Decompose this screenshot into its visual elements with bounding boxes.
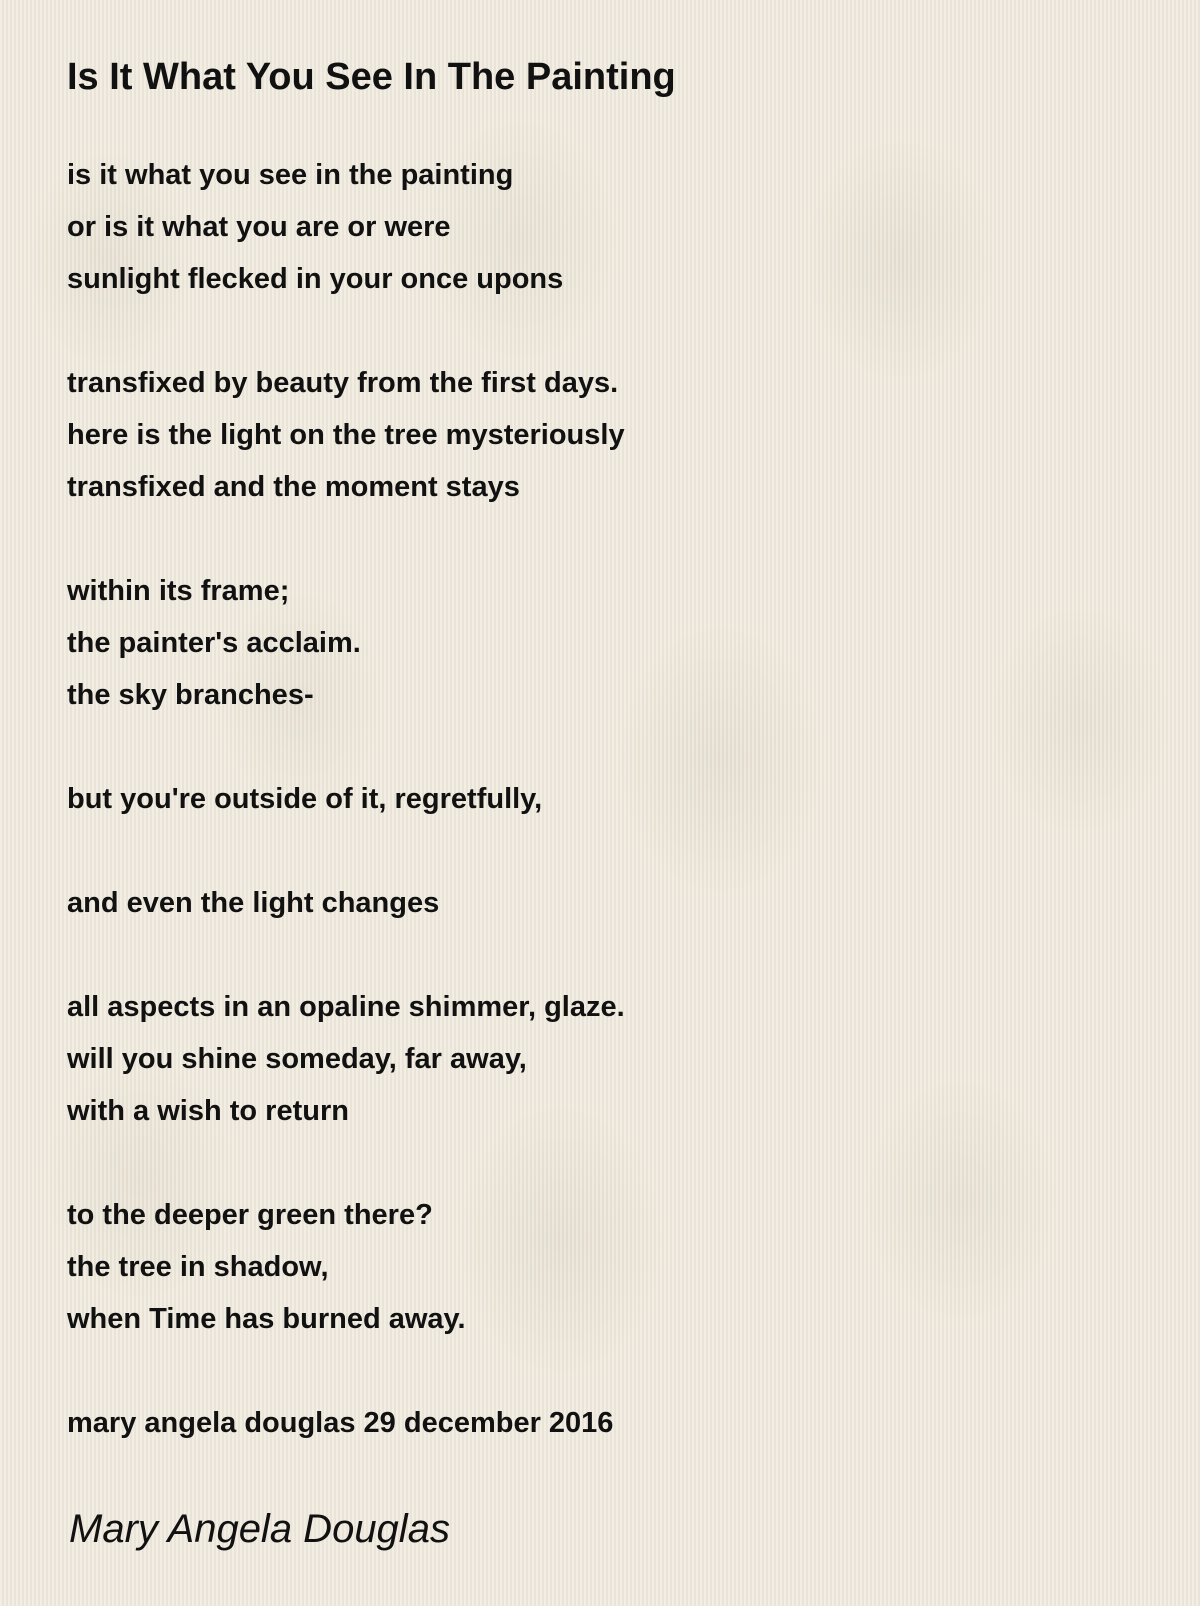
poem-line: with a wish to return xyxy=(67,1095,349,1127)
poem-line: to the deeper green there? xyxy=(67,1199,433,1231)
poem-line: the painter's acclaim. xyxy=(67,627,361,659)
stanza xyxy=(67,981,625,1137)
poem-line: and even the light changes xyxy=(67,887,440,919)
author-signature: Mary Angela Douglas xyxy=(69,1507,450,1551)
poem-line: when Time has burned away. xyxy=(67,1303,466,1335)
poem-body xyxy=(67,149,625,1345)
stanza xyxy=(67,357,625,513)
poem-line: all aspects in an opaline shimmer, glaze. xyxy=(67,991,625,1023)
poem-line: but you're outside of it, regretfully, xyxy=(67,783,543,815)
poem-line: within its frame; xyxy=(67,575,290,607)
poem-line: transfixed and the moment stays xyxy=(67,471,520,503)
poem-title: Is It What You See In The Painting xyxy=(67,56,676,98)
poem-line: transfixed by beauty from the first days. xyxy=(67,367,619,399)
poem-line: will you shine someday, far away, xyxy=(67,1043,527,1075)
stanza xyxy=(67,773,625,825)
stanza xyxy=(67,1189,625,1345)
poem-line: here is the light on the tree mysteriously xyxy=(67,419,625,451)
stanza xyxy=(67,877,625,929)
stanza xyxy=(67,149,625,305)
poem-line: sunlight flecked in your once upons xyxy=(67,263,564,295)
poem-line: the tree in shadow, xyxy=(67,1251,329,1283)
stanza xyxy=(67,565,625,721)
poem-line: the sky branches- xyxy=(67,679,314,711)
poem-dateline: mary angela douglas 29 december 2016 xyxy=(67,1407,614,1439)
poem-line: is it what you see in the painting xyxy=(67,159,514,191)
poem-line: or is it what you are or were xyxy=(67,211,451,243)
